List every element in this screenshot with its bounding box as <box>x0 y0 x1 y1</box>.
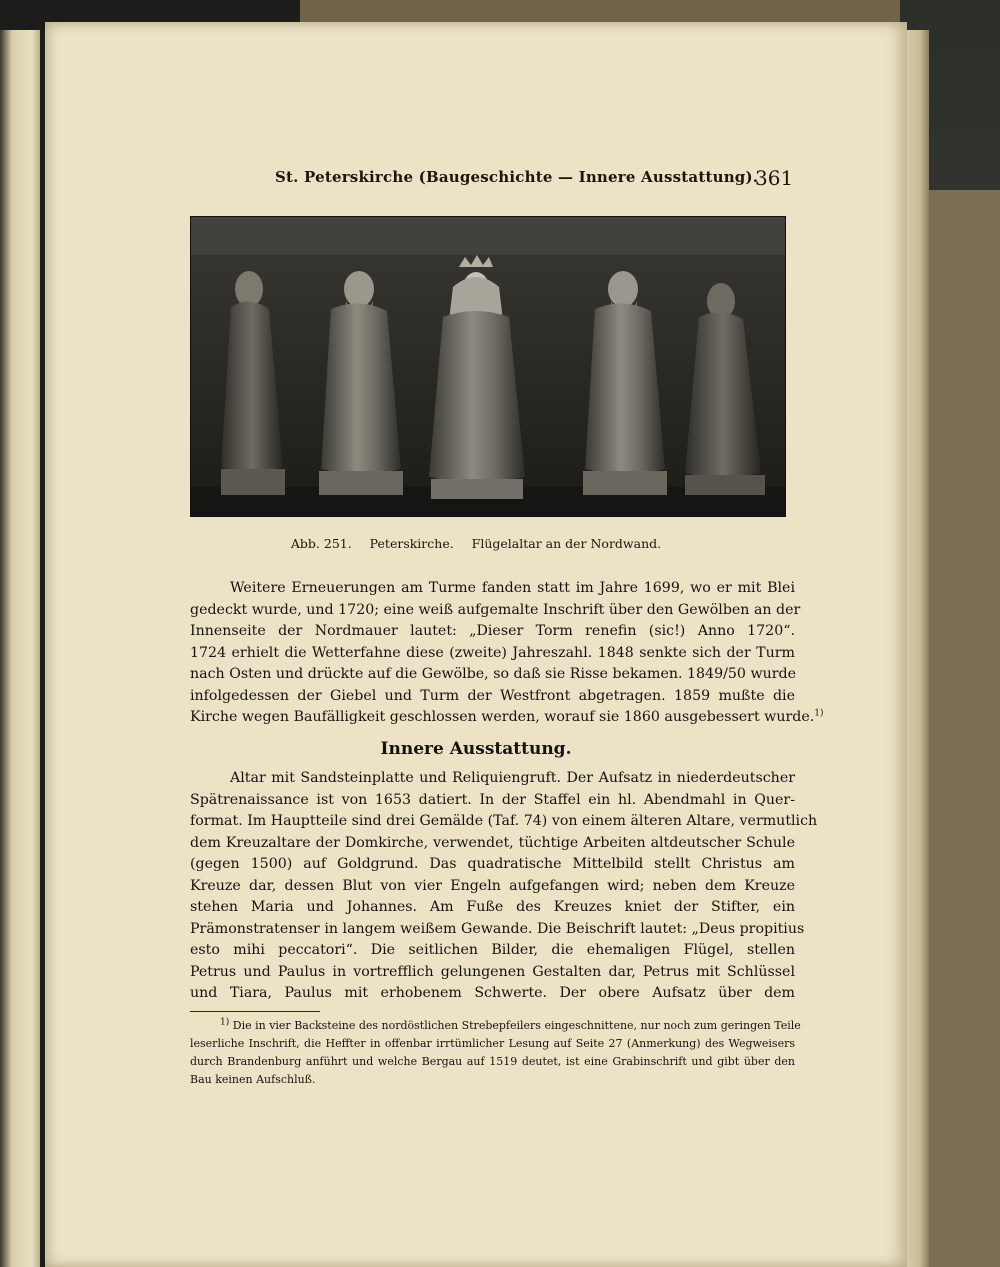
figure-caption <box>45 536 907 551</box>
footnote-line-first <box>190 1017 801 1035</box>
text-line-content: Kirche wegen Baufälligkeit geschlossen werden, worauf sie 1860 ausgebessert wurde. <box>190 709 815 725</box>
book-page <box>45 22 907 1267</box>
section-heading: Innere Ausstattung. <box>380 739 572 759</box>
paragraph-altar <box>190 768 818 1005</box>
text-line-last <box>190 707 824 729</box>
page-number: 361 <box>755 166 794 190</box>
footnote-line-text: Die in vier Backsteine des nordöstlichen Strebepfeilers eingeschnittene, nur noch zum geringen Teile <box>232 1019 801 1032</box>
footnote-line: leserliche Inschrift, die Heffter in offenbar irrtümlicher Lesung auf Seite 27 (Anmerkung) des Wegweisers <box>190 1037 795 1050</box>
text-line: Spätrenaissance ist von 1653 datiert. In der Staffel ein hl. Abendmahl in Quer- <box>190 791 795 808</box>
figure-label: Abb. 251. <box>290 536 352 551</box>
text-line: infolgedessen der Giebel und Turm der Westfront abgetragen. 1859 mußte die <box>190 687 795 704</box>
altar-photograph <box>190 216 786 517</box>
footnote-reference: 1) <box>814 708 824 719</box>
footnote-line: durch Brandenburg anführt und welche Bergau auf 1519 deutet, ist eine Grabinschrift und gibt über den <box>190 1055 795 1068</box>
text-line: esto mihi peccatori“. Die seitlichen Bilder, die ehemaligen Flügel, stellen <box>190 942 795 958</box>
running-header: St. Peterskirche (Baugeschichte — Innere Ausstattung). <box>275 168 759 186</box>
text-line: Kreuze dar, dessen Blut von vier Engeln aufgefangen wird; neben dem Kreuze <box>190 877 795 894</box>
text-line: nach Osten und drückte auf die Gewölbe, so daß sie Risse bekamen. 1849/50 wurde <box>190 666 796 682</box>
text-line: dem Kreuzaltare der Domkirche, verwendet, tüchtige Arbeiten altdeutscher Schule <box>190 834 795 851</box>
footnote-line: Bau keinen Aufschluß. <box>190 1073 316 1086</box>
figure-description: Flügelaltar an der Nordwand. <box>471 536 662 551</box>
text-line: und Tiara, Paulus mit erhobenem Schwerte. Der obere Aufsatz über dem <box>190 985 795 1001</box>
book-binding-left <box>0 30 40 1267</box>
text-line: Prämonstratenser in langem weißem Gewande. Die Beischrift lautet: „Deus propitius <box>190 920 805 937</box>
figure-place: Peterskirche. <box>369 536 454 551</box>
text-line: Altar mit Sandsteinplatte und Reliquiengruft. Der Aufsatz in niederdeutscher <box>230 770 795 786</box>
footnote <box>190 1017 801 1089</box>
text-line: Weitere Erneuerungen am Turme fanden statt im Jahre 1699, wo er mit Blei <box>230 580 795 596</box>
paragraph-tower-history <box>190 578 824 729</box>
footnote-marker: 1) <box>220 1017 230 1028</box>
text-line: format. Im Hauptteile sind drei Gemälde (Taf. 74) von einem älteren Altare, vermutlich <box>190 813 818 829</box>
book-cover-tan-strip <box>925 190 1000 1267</box>
altar-figures-image <box>191 217 786 517</box>
footnote-divider <box>190 1011 320 1012</box>
text-line: Innenseite der Nordmauer lautet: „Dieser Torm renefin (sic!) Anno 1720“. <box>190 623 795 639</box>
text-line: 1724 erhielt die Wetterfahne diese (zweite) Jahreszahl. 1848 senkte sich der Turm <box>190 644 795 661</box>
text-line: stehen Maria und Johannes. Am Fuße des Kreuzes kniet der Stifter, ein <box>190 899 795 915</box>
page-stack-edge <box>905 30 929 1267</box>
text-line: (gegen 1500) auf Goldgrund. Das quadratische Mittelbild stellt Christus am <box>190 856 795 872</box>
text-line: Petrus und Paulus in vortrefflich gelungenen Gestalten dar, Petrus mit Schlüssel <box>190 963 795 980</box>
text-line: gedeckt wurde, und 1720; eine weiß aufgemalte Inschrift über den Gewölben an der <box>190 601 801 618</box>
